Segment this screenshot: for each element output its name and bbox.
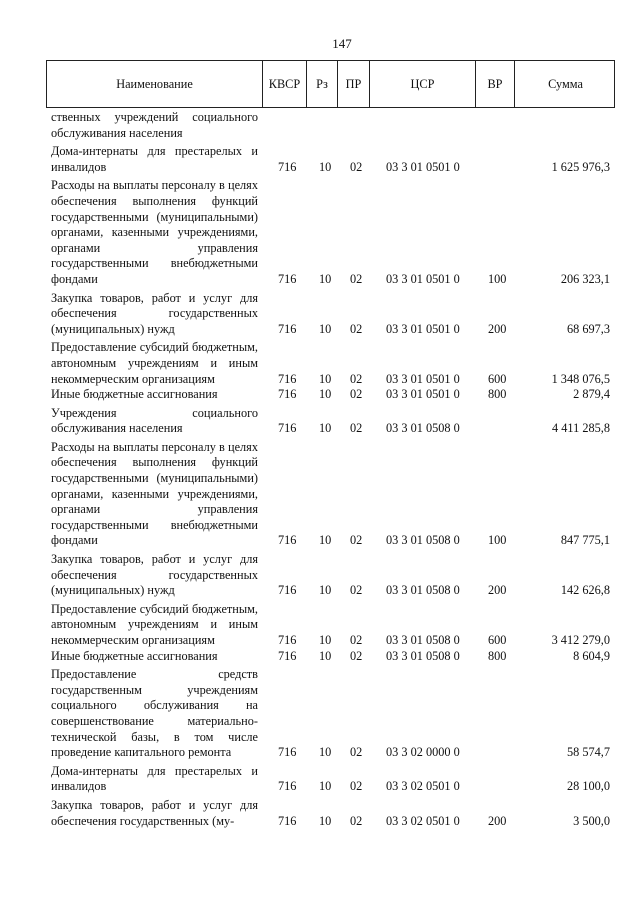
row-rz: 10	[319, 648, 332, 663]
row-pr: 02	[350, 779, 363, 794]
row-name: Иные бюджетные ассигнования	[51, 387, 218, 402]
row-name: Расходы на выплаты персоналу в целях обеспечения выполнения функций государственными (муниципальными) органами, казенными учреждениями, органами управления государственными внебюджетными фондами	[51, 439, 258, 548]
row-name: Учреждения социального обслуживания населения	[51, 405, 258, 436]
row-sum: 142 626,8	[560, 583, 610, 598]
row-rz: 10	[319, 371, 332, 386]
row-name: Расходы на выплаты персоналу в целях обеспечения выполнения функций государственными (муниципальными) органами, казенными учреждениями, органами управления государственными внебюджетными фондами	[51, 178, 258, 286]
row-vr: 200	[488, 583, 507, 598]
row-vr: 200	[488, 321, 507, 336]
header-sum: Сумма	[548, 77, 583, 91]
row-kvsr: 716	[278, 813, 297, 828]
row-sum: 68 697,3	[566, 321, 610, 336]
table-row	[0, 440, 640, 549]
table-row	[0, 144, 640, 175]
row-name: Иные бюджетные ассигнования	[51, 648, 218, 663]
row-pr: 02	[350, 159, 363, 174]
row-name: Предоставление субсидий бюджетным, автономным учреждениям и иным некоммерческим организациям	[51, 340, 258, 386]
row-pr: 02	[350, 583, 363, 598]
row-sum: 8 604,9	[573, 648, 610, 663]
row-csr: 03 3 02 0501 0	[386, 813, 460, 828]
row-name: Предоставление средств государственным учреждениям социального обслуживания на совершенствование материально-технической базы, в том числе проведение капитального ремонта	[51, 667, 258, 760]
table-row	[0, 649, 640, 665]
row-name: Закупка товаров, работ и услуг для обеспечения государственных (муниципальных) нужд	[51, 552, 258, 598]
row-kvsr: 716	[278, 633, 297, 647]
row-kvsr: 716	[278, 648, 297, 663]
row-sum: 2 879,4	[573, 387, 610, 402]
row-rz: 10	[319, 159, 332, 174]
table-row	[0, 798, 640, 829]
row-rz: 10	[319, 779, 332, 794]
row-pr: 02	[350, 633, 363, 647]
header-rz: Рз	[307, 61, 338, 107]
row-kvsr: 716	[278, 371, 297, 386]
row-kvsr: 716	[278, 533, 297, 548]
table-row	[0, 340, 640, 387]
row-pr: 02	[350, 371, 363, 386]
row-vr: 100	[488, 533, 507, 548]
row-csr: 03 3 02 0501 0	[386, 779, 460, 794]
row-rz: 10	[319, 583, 332, 598]
row-name: Закупка товаров, работ и услуг для обеспечения государственных (му-	[51, 797, 258, 828]
row-csr: 03 3 02 0000 0	[386, 745, 460, 760]
row-kvsr: 716	[278, 779, 297, 794]
row-vr: 600	[488, 371, 507, 386]
row-csr: 03 3 01 0508 0	[386, 533, 460, 548]
row-csr: 03 3 01 0508 0	[386, 421, 460, 436]
row-csr: 03 3 01 0501 0	[386, 271, 460, 286]
row-csr: 03 3 01 0501 0	[386, 321, 460, 336]
row-csr: 03 3 01 0508 0	[386, 583, 460, 598]
row-pr: 02	[350, 421, 363, 436]
table-row	[0, 764, 640, 795]
row-sum: 28 100,0	[566, 779, 610, 794]
header-kvsr: КВСР	[263, 61, 307, 107]
row-sum: 3 412 279,0	[551, 633, 610, 647]
row-kvsr: 716	[278, 421, 297, 436]
page-number: 147	[332, 36, 352, 51]
table-row	[0, 552, 640, 599]
row-sum: 3 500,0	[573, 813, 610, 828]
row-kvsr: 716	[278, 159, 297, 174]
row-name: Дома-интернаты для престарелых и инвалидов	[51, 763, 258, 794]
row-pr: 02	[350, 321, 363, 336]
table-row	[0, 178, 640, 287]
row-sum: 847 775,1	[560, 533, 610, 548]
header-name: Наименование	[47, 61, 263, 107]
table-body	[0, 110, 640, 829]
table-row	[0, 602, 640, 649]
row-vr: 600	[488, 633, 507, 647]
row-rz: 10	[319, 633, 332, 647]
row-rz: 10	[319, 421, 332, 436]
row-csr: 03 3 01 0501 0	[386, 159, 460, 174]
row-rz: 10	[319, 321, 332, 336]
row-pr: 02	[350, 745, 363, 760]
row-pr: 02	[350, 533, 363, 548]
table-row	[0, 110, 640, 141]
row-name: Закупка товаров, работ и услуг для обеспечения государственных (муниципальных) нужд	[51, 290, 258, 336]
row-pr: 02	[350, 813, 363, 828]
row-rz: 10	[319, 271, 332, 286]
row-vr: 800	[488, 387, 507, 402]
row-rz: 10	[319, 387, 332, 402]
header-vr: ВР	[476, 61, 515, 107]
row-rz: 10	[319, 533, 332, 548]
row-kvsr: 716	[278, 745, 297, 760]
table-row	[0, 291, 640, 338]
table-row	[0, 667, 640, 761]
row-csr: 03 3 01 0508 0	[386, 633, 460, 647]
row-sum: 58 574,7	[566, 745, 610, 760]
table-row	[0, 387, 640, 403]
table-header	[46, 60, 615, 108]
row-vr: 100	[488, 271, 507, 286]
row-name: ственных учреждений социального обслуживания населения	[51, 110, 258, 140]
row-rz: 10	[319, 745, 332, 760]
row-sum: 1 348 076,5	[551, 371, 610, 386]
row-sum: 1 625 976,3	[551, 159, 610, 174]
row-csr: 03 3 01 0508 0	[386, 648, 460, 663]
row-kvsr: 716	[278, 583, 297, 598]
row-csr: 03 3 01 0501 0	[386, 387, 460, 402]
row-vr: 200	[488, 813, 507, 828]
row-csr: 03 3 01 0501 0	[386, 371, 460, 386]
row-sum: 4 411 285,8	[552, 421, 610, 436]
row-kvsr: 716	[278, 321, 297, 336]
header-pr: ПР	[338, 61, 370, 107]
row-pr: 02	[350, 387, 363, 402]
row-kvsr: 716	[278, 387, 297, 402]
row-pr: 02	[350, 271, 363, 286]
row-kvsr: 716	[278, 271, 297, 286]
row-pr: 02	[350, 648, 363, 663]
row-vr: 800	[488, 648, 507, 663]
row-name: Дома-интернаты для престарелых и инвалидов	[51, 144, 258, 174]
row-rz: 10	[319, 813, 332, 828]
row-name: Предоставление субсидий бюджетным, автономным учреждениям и иным некоммерческим организациям	[51, 601, 258, 647]
header-csr: ЦСР	[370, 61, 476, 107]
table-row	[0, 406, 640, 437]
row-sum: 206 323,1	[560, 271, 610, 286]
